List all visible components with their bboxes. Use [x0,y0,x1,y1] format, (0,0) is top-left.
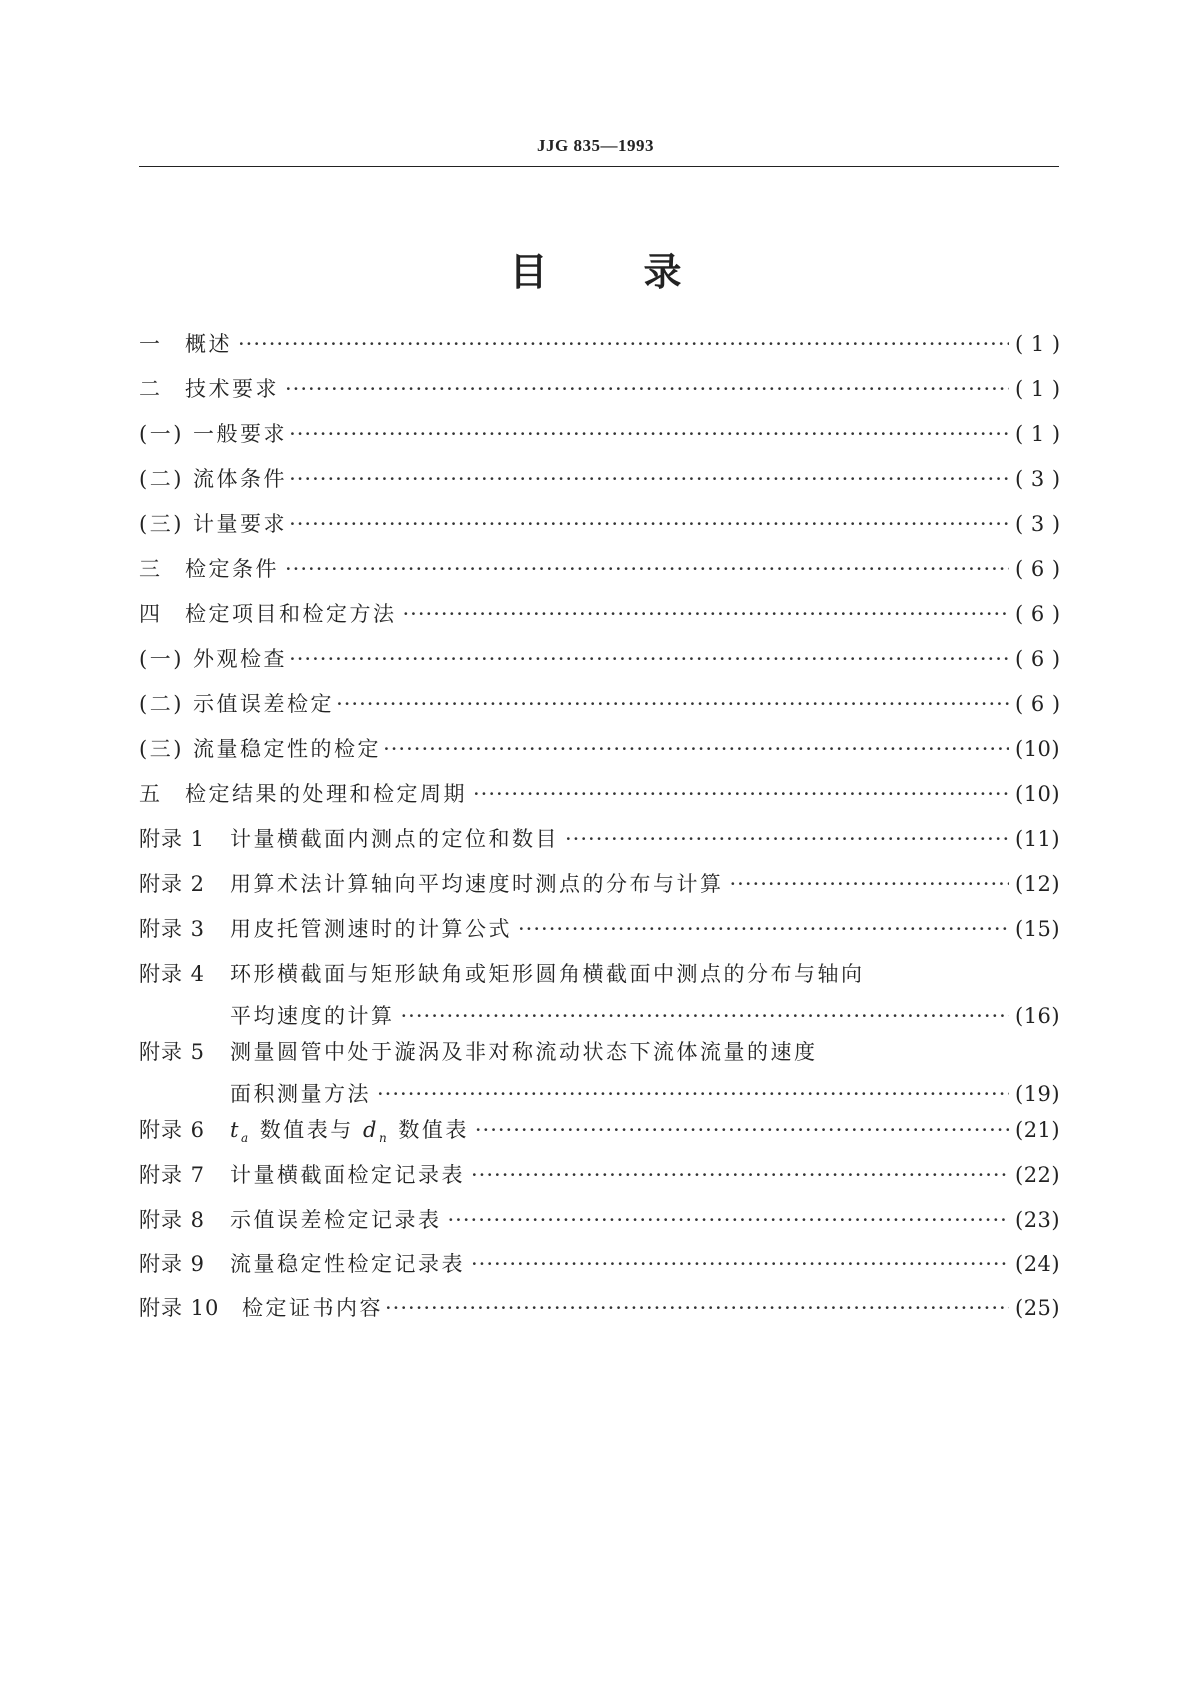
toc-entry-page: (21) [1015,1118,1061,1142]
toc-entry-page: ( 1 ) [1015,422,1061,446]
toc-entry-page: (16) [1015,1004,1061,1028]
toc-appendix-entry[interactable] [139,1294,1059,1322]
toc-subentry[interactable] [139,645,1059,673]
dot-leader [401,1002,1010,1030]
toc-entry-title: (一) 外观检查 [139,647,288,671]
toc-entry-title-continued: 面积测量方法 [230,1082,371,1106]
dot-leader [565,825,1009,853]
dot-leader [403,600,1010,628]
toc-entry-title: 流量稳定性检定记录表 [230,1252,465,1276]
toc-entry-title: (二) 示值误差检定 [139,692,335,716]
toc-appendix-entry[interactable] [139,1161,1059,1189]
toc-appendix-number: 附录 10 [139,1296,220,1320]
toc-entry-title: 测量圆管中处于漩涡及非对称流动状态下流体流量的速度 [230,1040,818,1064]
toc-entry-title: (一) 一般要求 [139,422,288,446]
toc-entry-title: 技术要求 [185,377,279,401]
dot-leader [238,330,1009,358]
dot-leader [336,690,1009,718]
toc-appendix-number: 附录 8 [139,1208,206,1232]
toc-entry-page: (23) [1015,1208,1061,1232]
subscript-a: a [240,1131,251,1146]
toc-appendix-number: 附录 1 [139,827,206,851]
toc-subentry[interactable] [139,465,1059,493]
document-id-header: JJG 835—1993 [537,136,654,155]
toc-entry-page: (10) [1015,782,1061,806]
toc-entry-number: 四 [139,602,161,626]
toc-entry-title: 用算术法计算轴向平均速度时测点的分布与计算 [230,872,724,896]
toc-entry-number: 三 [139,557,161,581]
toc-entry-page: (10) [1015,737,1061,761]
toc-entry-title: 示值误差检定记录表 [230,1208,442,1232]
toc-appendix-entry[interactable] [139,870,1059,898]
toc-appendix-number: 附录 3 [139,917,206,941]
toc-entry-title: 计量横截面内测点的定位和数目 [230,827,559,851]
toc-entry-title: 检定条件 [185,557,279,581]
toc-appendix-number: 附录 5 [139,1040,206,1064]
toc-entry[interactable] [139,600,1059,628]
toc-appendix-number: 附录 6 [139,1118,206,1142]
title-text-2: 数值表 [398,1118,469,1142]
toc-entry-page: ( 6 ) [1015,602,1061,626]
toc-entry-number: 二 [139,377,161,401]
toc-entry-page: (19) [1015,1082,1061,1106]
toc-entry-title-continued: 平均速度的计算 [230,1004,395,1028]
toc-entry-page: ( 6 ) [1015,692,1061,716]
dot-leader [289,465,1009,493]
dot-leader [471,1250,1009,1278]
title-char-1: 目 [509,250,548,294]
toc-entry-title: 环形横截面与矩形缺角或矩形圆角横截面中测点的分布与轴向 [230,962,865,986]
toc-entry-title: (三) 流量稳定性的检定 [139,737,382,761]
toc-subentry[interactable] [139,735,1059,763]
toc-entry-page: (11) [1015,827,1061,851]
toc-entry-page: ( 1 ) [1015,377,1061,401]
variable-d: d [362,1118,379,1142]
toc-entry-page: (24) [1015,1252,1061,1276]
toc-appendix-entry[interactable] [139,1116,1059,1144]
page-title [0,250,1191,294]
title-text-1: 数值表与 [259,1118,354,1142]
toc-entry-number: 五 [139,782,161,806]
toc-appendix-entry[interactable] [139,1206,1059,1234]
toc-appendix-number: 附录 7 [139,1163,206,1187]
dot-leader [285,555,1009,583]
dot-leader [471,1161,1009,1189]
toc-entry-page: (22) [1015,1163,1061,1187]
toc-entry-page: (25) [1015,1296,1061,1320]
toc-entry-page: ( 6 ) [1015,647,1061,671]
toc-entry-number: 一 [139,332,161,356]
title-char-2: 录 [643,250,682,294]
toc-subentry[interactable] [139,420,1059,448]
dot-leader [518,915,1009,943]
dot-leader [289,510,1009,538]
toc-entry-page: (12) [1015,872,1061,896]
toc-entry-page: (15) [1015,917,1061,941]
dot-leader [448,1206,1010,1234]
toc-appendix-entry[interactable] [139,1038,1059,1108]
toc-appendix-entry[interactable] [139,825,1059,853]
toc-appendix-number: 附录 4 [139,962,206,986]
toc-entry-title: 用皮托管测速时的计算公式 [230,917,512,941]
dot-leader [377,1080,1009,1108]
toc-appendix-entry[interactable] [139,1250,1059,1278]
dot-leader [730,870,1010,898]
toc-entry-title: 检定证书内容 [242,1296,383,1320]
toc-entry-page: ( 1 ) [1015,332,1061,356]
toc-entry-title: (三) 计量要求 [139,512,288,536]
toc-entry-title: 概述 [185,332,232,356]
toc-entry[interactable] [139,555,1059,583]
toc-subentry[interactable] [139,690,1059,718]
variable-t: t [230,1118,241,1142]
toc-appendix-entry[interactable] [139,960,1059,1030]
dot-leader [383,735,1009,763]
toc-subentry[interactable] [139,510,1059,538]
toc-entry-page: ( 3 ) [1015,512,1061,536]
subscript-n: n [378,1131,390,1146]
toc-appendix-entry[interactable] [139,915,1059,943]
toc-entry-title: (二) 流体条件 [139,467,288,491]
toc-entry[interactable] [139,780,1059,808]
toc-appendix-number: 附录 2 [139,872,206,896]
dot-leader [385,1294,1009,1322]
toc-entry-title: 检定结果的处理和检定周期 [185,782,467,806]
toc-entry-title [230,1116,469,1152]
toc-entry-title: 计量横截面检定记录表 [230,1163,465,1187]
header-rule [139,166,1059,167]
dot-leader [473,780,1009,808]
toc-entry[interactable] [139,375,1059,403]
toc-entry[interactable] [139,330,1059,358]
toc-entry-title: 检定项目和检定方法 [185,602,397,626]
dot-leader [285,375,1009,403]
toc-appendix-number: 附录 9 [139,1252,206,1276]
toc-entry-page: ( 3 ) [1015,467,1061,491]
dot-leader [475,1116,1009,1144]
dot-leader [289,645,1009,673]
dot-leader [289,420,1009,448]
toc-entry-page: ( 6 ) [1015,557,1061,581]
